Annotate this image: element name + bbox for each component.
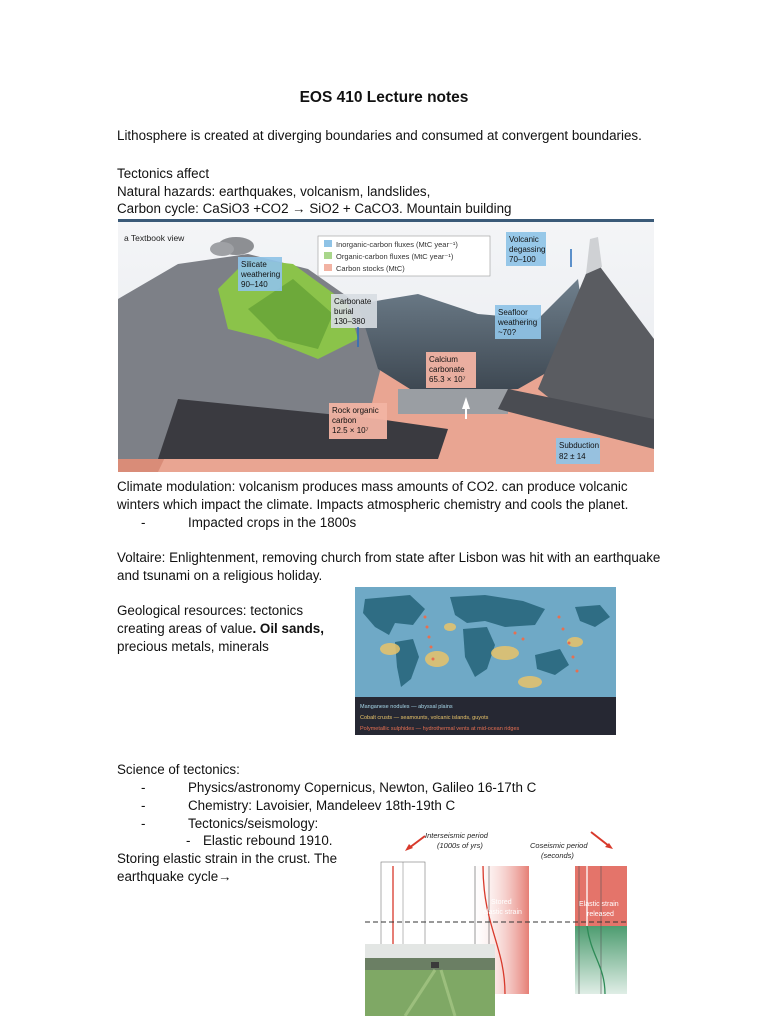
- interseismic-title-1: Interseismic period: [425, 831, 488, 840]
- tectonics-hazards: Natural hazards: earthquakes, volcanism, landslides,: [117, 184, 431, 199]
- seafloor-label-2: weathering: [498, 318, 538, 327]
- calcium-label-3: 65.3 × 10⁷: [429, 375, 466, 384]
- elastic-rebound-figure: [365, 826, 627, 1016]
- stored-strain-label-1: Stored: [491, 899, 512, 906]
- legend-inorganic: Inorganic-carbon fluxes (MtC year⁻¹): [336, 240, 458, 249]
- resources-line-2b: . Oil sands,: [252, 621, 324, 636]
- climate-line-1: Climate modulation: volcanism produces mass amounts of CO2. can produce volcanic: [117, 479, 628, 494]
- coseismic-title-1: Coseismic period: [530, 841, 588, 850]
- voltaire-line-2: and tsunami on a religious holiday.: [117, 568, 323, 583]
- subduction-label-2: 82 ± 14: [559, 452, 586, 461]
- legend-organic: Organic-carbon fluxes (MtC year⁻¹): [336, 252, 454, 261]
- map-legend-sulphides: Polymetallic sulphides — hydrothermal vents at mid-ocean ridges: [360, 726, 520, 732]
- seafloor-label-1: Seafloor: [498, 308, 528, 317]
- bullet-dash: -: [141, 780, 146, 795]
- rock-label-2: carbon: [332, 416, 357, 425]
- science-sub-bullet: Elastic rebound 1910.: [203, 833, 333, 848]
- science-bullet-physics: Physics/astronomy Copernicus, Newton, Galileo 16-17th C: [188, 780, 537, 795]
- rock-label-3: 12.5 × 10⁷: [332, 426, 369, 435]
- silicate-label-1: Silicate: [241, 260, 267, 269]
- stored-strain-label-2: elastic strain: [483, 909, 522, 916]
- calcium-label-2: carbonate: [429, 365, 465, 374]
- legend-swatch-organic: [324, 252, 332, 259]
- page-title: EOS 410 Lecture notes: [299, 89, 469, 106]
- seafloor-label-3: ~70?: [498, 328, 517, 337]
- panel-label: a Textbook view: [124, 233, 185, 243]
- resources-line-2a: creating areas of value: [117, 621, 253, 636]
- silicate-label-3: 90–140: [241, 280, 268, 289]
- map-legend-manganese: Manganese nodules — abyssal plains: [360, 704, 453, 710]
- paragraph-lithosphere: Lithosphere is created at diverging boundaries and consumed at convergent boundaries.: [117, 128, 642, 143]
- science-line-1: Storing elastic strain in the crust. The: [117, 851, 338, 866]
- rock-label-1: Rock organic: [332, 406, 379, 415]
- resources-line-3: precious metals, minerals: [117, 639, 269, 654]
- released-label-1: Elastic strain: [579, 901, 619, 908]
- volcanic-label-1: Volcanic: [509, 235, 539, 244]
- resources-line-1: Geological resources: tectonics: [117, 603, 304, 618]
- map-legend-cobalt: Cobalt crusts — seamounts, volcanic islands, guyots: [360, 715, 489, 721]
- climate-line-2: winters which impact the climate. Impacts atmospheric chemistry and cools the planet.: [117, 497, 629, 512]
- released-label-2: released: [587, 911, 614, 918]
- carbonate-label-3: 130–380: [334, 317, 366, 326]
- volcanic-label-3: 70–100: [509, 255, 536, 264]
- science-bullet-tectonics: Tectonics/seismology:: [188, 816, 319, 831]
- carbonate-label-1: Carbonate: [334, 297, 372, 306]
- tectonics-heading: Tectonics affect: [117, 166, 210, 181]
- bullet-dash: -: [141, 798, 146, 813]
- bullet-dash: -: [141, 515, 146, 530]
- calcium-label-1: Calcium: [429, 355, 458, 364]
- silicate-label-2: weathering: [241, 270, 281, 279]
- sub-bullet-dash: -: [186, 833, 191, 848]
- science-heading: Science of tectonics:: [117, 762, 240, 777]
- legend-swatch-inorganic: [324, 240, 332, 247]
- legend-swatch-stocks: [324, 264, 332, 271]
- bullet-dash: -: [141, 816, 146, 831]
- resources-line-2: [117, 620, 324, 638]
- coseismic-title-2: (seconds): [541, 851, 574, 860]
- carbon-cycle-figure: [118, 219, 654, 472]
- tectonics-carbon-cycle: Carbon cycle: CaSiO3 +CO2 → SiO2 + CaCO3. Mountain building: [117, 201, 512, 216]
- interseismic-title-2: (1000s of yrs): [437, 841, 483, 850]
- seabed-resources-map: [355, 587, 616, 735]
- voltaire-line-1: Voltaire: Enlightenment, removing church from state after Lisbon was hit with an earthquake: [117, 550, 661, 565]
- climate-bullet: Impacted crops in the 1800s: [188, 515, 357, 530]
- science-line-2: earthquake cycle→: [117, 869, 232, 884]
- legend-stocks: Carbon stocks (MtC): [336, 264, 405, 273]
- volcanic-label-2: degassing: [509, 245, 546, 254]
- carbonate-label-2: burial: [334, 307, 354, 316]
- science-bullet-chemistry: Chemistry: Lavoisier, Mandeleev 18th-19th C: [188, 798, 456, 813]
- subduction-label-1: Subduction: [559, 441, 600, 450]
